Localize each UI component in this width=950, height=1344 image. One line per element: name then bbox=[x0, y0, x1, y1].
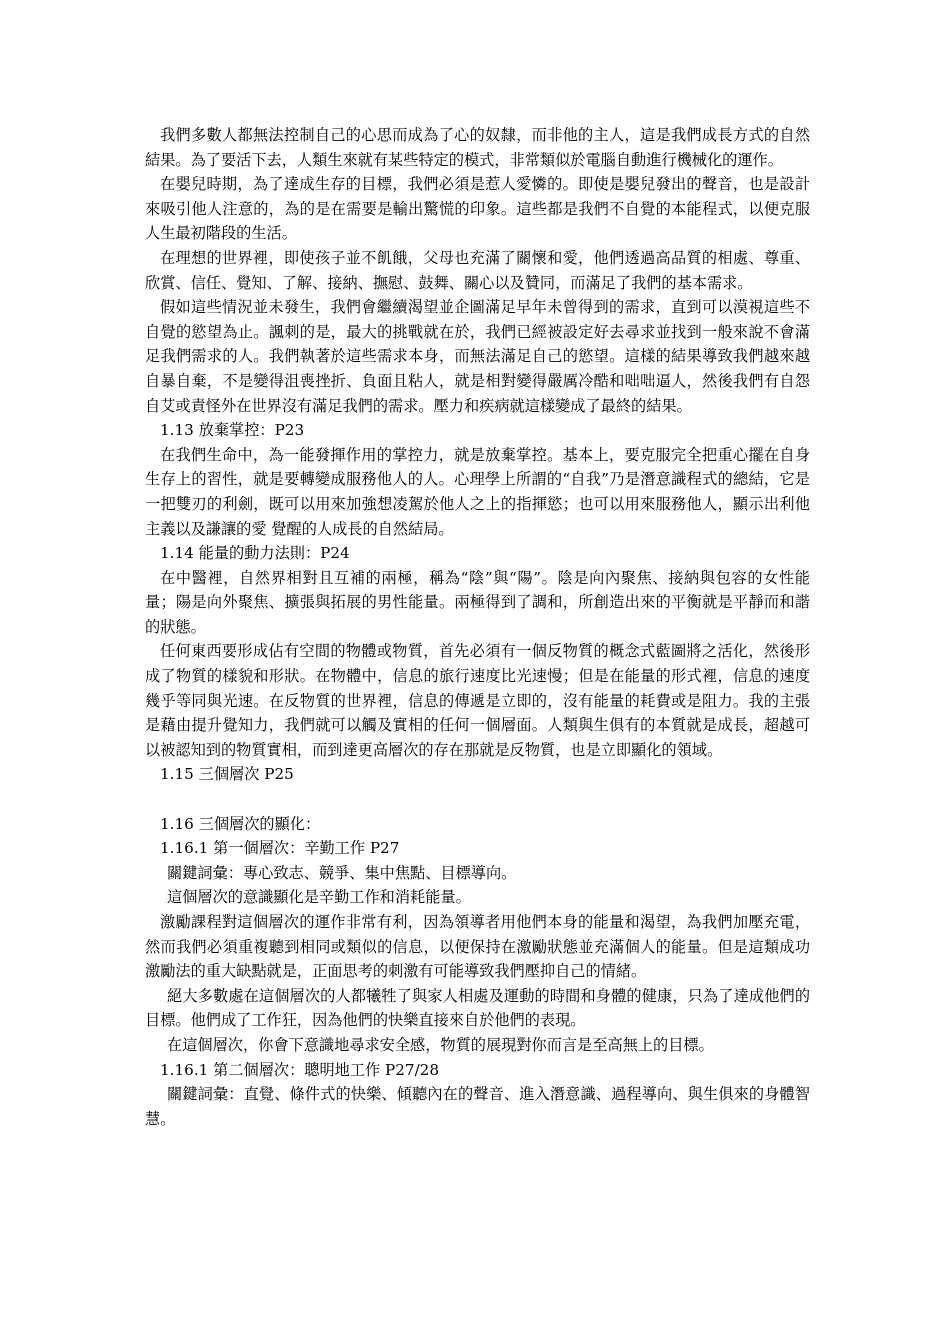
section-heading: 1.16 三個層次的顯化： bbox=[160, 814, 321, 833]
paragraph: 在這個層次，你會下意識地尋求安全感，物質的展現對你而言是至高無上的目標。 bbox=[167, 1035, 714, 1054]
paragraph: 絕大多數處在這個層次的人都犧牲了與家人相處及運動的時間和身體的健康，只為了達成他們的目標。他們成了工作狂，因為他們的快樂直接來自於他們的表現。 bbox=[145, 986, 810, 1030]
document-body bbox=[145, 123, 810, 1131]
paragraph: 假如這些情況並未發生，我們會繼續渴望並企圖滿足早年未曾得到的需求，直到可以漠視這些不自覺的慾望為止。諷刺的是，最大的挑戰就在於，我們已經被設定好去尋求並找到一般來說不會滿足我們需求的人。我們執著於這些需求本身，而無法滿足自己的慾望。這樣的結果導致我們越來越自暴自棄，不是變得沮喪挫折、負面且粘人，就是相對變得嚴厲冷酷和咄咄逼人，然後我們有自怨自艾或責怪外在世界沒有滿足我們的需求。壓力和疾病就這樣變成了最終的結果。 bbox=[145, 298, 810, 415]
subsection-heading: 1.16.1 第一個層次：辛勤工作 P27 bbox=[160, 839, 400, 858]
paragraph: 我們多數人都無法控制自己的心思而成為了心的奴隸，而非他的主人，這是我們成長方式的自然結果。為了要活下去，人類生來就有某些特定的模式，非常類似於電腦自動進行機械化的運作。 bbox=[145, 126, 810, 169]
paragraph: 這個層次的意識顯化是辛勤工作和消耗能量。 bbox=[167, 888, 471, 907]
keywords-line: 關鍵詞彙：專心致志、競爭、集中焦點、目標導向。 bbox=[167, 863, 517, 882]
subsection-heading: 1.16.1 第二個層次：聰明地工作 P27/28 bbox=[160, 1060, 440, 1079]
section-heading: 1.13 放棄掌控：P23 bbox=[160, 421, 305, 440]
paragraph: 在嬰兒時期，為了達成生存的目標，我們必須是惹人愛憐的。即使是嬰兒發出的聲音，也是設計來吸引他人注意的，為的是在需要是輸出驚慌的印象。這些都是我們不自覺的本能程式，以便克服人生最初階段的生活。 bbox=[145, 175, 810, 243]
paragraph: 任何東西要形成佔有空間的物體或物質，首先必須有一個反物質的概念式藍圖將之活化，然後形成了物質的樣貌和形狀。在物體中，信息的旅行速度比光速慢；但是在能量的形式裡，信息的速度幾乎等同與光速。在反物質的世界裡，信息的傳遞是立即的，沒有能量的耗費或是阻力。我的主張是藉由提升覺知力，我們就可以觸及實相的任何一個層面。人類與生俱有的本質就是成長，超越可以被認知到的物質實相，而到達更高層次的存在那就是反物質，也是立即顯化的領域。 bbox=[145, 642, 810, 759]
paragraph: 在我們生命中，為一能發揮作用的掌控力，就是放棄掌控。基本上，要克服完全把重心擺在自身生存上的習性，就是要轉變成服務他人的人。心理學上所謂的“自我”乃是潛意識程式的總結，它是一把雙刃的利劍，既可以用來加強想凌駕於他人之上的指揮慾；也可以用來服務他人，顯示出利他主義以及謙讓的愛 覺醒的人成長的自然結局。 bbox=[145, 445, 810, 538]
paragraph: 在中醫裡，自然界相對且互補的兩極，稱為“陰”與“陽”。陰是向內聚焦、接納與包容的女性能量；陽是向外聚焦、擴張與拓展的男性能量。兩極得到了調和，所創造出來的平衡就是平靜而和諧的狀態。 bbox=[145, 568, 810, 636]
paragraph: 在理想的世界裡，即使孩子並不飢餓，父母也充滿了關懷和愛，他們透過高品質的相處、尊重、欣賞、信任、覺知、了解、接納、撫慰、鼓舞、關心以及贊同，而滿足了我們的基本需求。 bbox=[145, 248, 810, 292]
paragraph: 激勵課程對這個層次的運作非常有利，因為領導者用他們本身的能量和渴望，為我們加壓充電，然而我們必須重複聽到相同或類似的信息，以便保持在激勵狀態並充滿個人的能量。但是這類成功激勵法的重大缺點就是，正面思考的刺激有可能導致我們壓抑自己的情緒。 bbox=[145, 913, 810, 981]
section-heading: 1.14 能量的動力法則：P24 bbox=[160, 544, 350, 563]
keywords-line: 關鍵詞彙：直覺、條件式的快樂、傾聽內在的聲音、進入潛意識、過程導向、與生俱來的身體智慧。 bbox=[145, 1085, 810, 1128]
blank-line bbox=[145, 787, 810, 812]
section-heading: 1.15 三個層次 P25 bbox=[160, 765, 294, 784]
